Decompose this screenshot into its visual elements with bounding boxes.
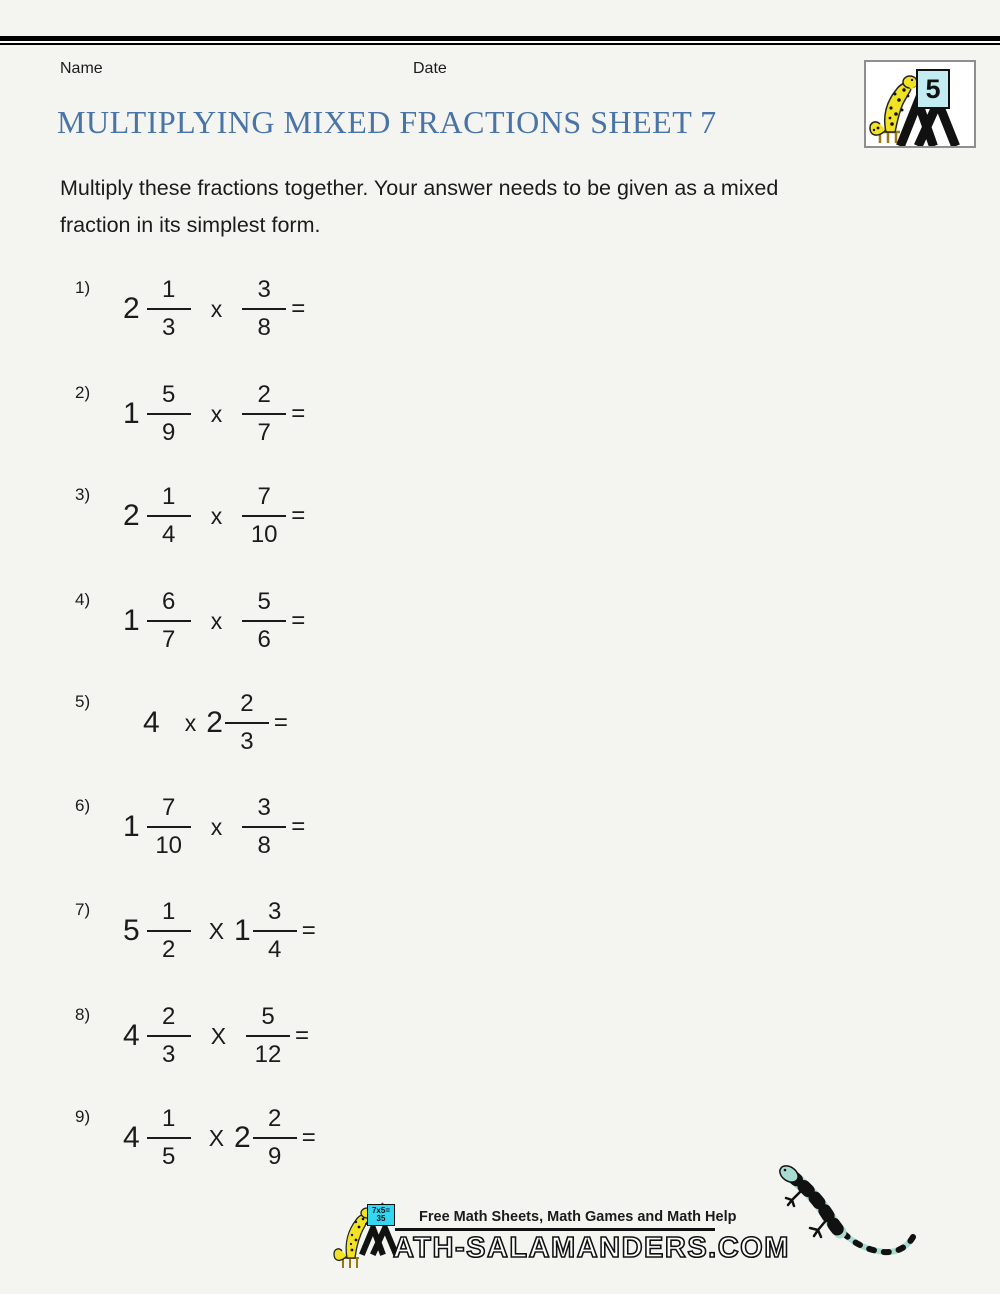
multiply-operator: x: [210, 400, 223, 427]
mixed-whole: 2: [206, 706, 223, 739]
multiply-operator: x: [210, 607, 223, 634]
problem-7: [75, 897, 316, 964]
fraction-b: $\frac{2}{9}$: [253, 1107, 297, 1170]
top-divider-rule: [0, 36, 1000, 45]
equals-sign: =: [273, 709, 288, 736]
problem-number: 1): [75, 278, 91, 297]
equals-sign: =: [291, 502, 306, 529]
multiply-operator: x: [210, 813, 223, 840]
fraction-b: $\frac{3}{4}$: [253, 900, 297, 963]
equals-sign: =: [291, 295, 306, 322]
fraction-b: $\frac{5}{12}$: [246, 1005, 290, 1068]
problem-number: 2): [75, 383, 91, 402]
fraction-a: $\frac{1}{5}$: [147, 1107, 191, 1170]
multiply-operator: X: [208, 1124, 225, 1151]
instructions-text: [60, 170, 900, 244]
problem-2: [75, 380, 306, 447]
fraction-a: $\frac{1}{2}$: [147, 900, 191, 963]
fraction-b: $\frac{5}{6}$: [242, 590, 286, 653]
mixed-whole: 1: [123, 604, 140, 637]
math-salamanders-grade-logo: [864, 60, 976, 148]
mixed-whole: 4: [123, 1121, 140, 1154]
fraction-a: $\frac{1}{3}$: [147, 278, 191, 341]
fraction-a: $\frac{1}{4}$: [147, 485, 191, 548]
mixed-whole: 2: [123, 292, 140, 325]
multiply-operator: x: [210, 502, 223, 529]
mixed-whole: 2: [123, 499, 140, 532]
mixed-whole: 5: [123, 914, 140, 947]
date-label: Date: [413, 60, 447, 77]
problem-8: [75, 1002, 310, 1069]
site-name: ATH-SALAMANDERS.COM: [393, 1232, 790, 1264]
page-title: MULTIPLYING MIXED FRACTIONS SHEET 7: [57, 104, 717, 140]
problem-5: [75, 689, 288, 756]
problem-number: 8): [75, 1005, 91, 1024]
problem-number: 5): [75, 692, 91, 711]
problem-number: 6): [75, 796, 91, 815]
problem-number: 4): [75, 590, 91, 609]
equals-sign: =: [291, 813, 306, 840]
equals-sign: =: [295, 1022, 310, 1049]
footer-tagline: Free Math Sheets, Math Games and Math Help: [419, 1209, 737, 1225]
multiply-operator: x: [210, 295, 223, 322]
instructions-line-1: Multiply these fractions together. Your answer needs to be given as a mixed: [60, 176, 779, 200]
fraction-b: $\frac{3}{8}$: [242, 278, 286, 341]
mixed-whole: 1: [123, 810, 140, 843]
lizard-image: [772, 1160, 922, 1270]
fraction-a: $\frac{2}{3}$: [147, 1005, 191, 1068]
fraction-b: $\frac{3}{8}$: [242, 796, 286, 859]
instructions-line-2: fraction in its simplest form.: [60, 213, 321, 237]
problem-number: 9): [75, 1107, 91, 1126]
fraction-b: $\frac{2}{3}$: [225, 692, 269, 755]
problem-4: [75, 587, 306, 654]
equals-sign: =: [291, 607, 306, 634]
problem-9: [75, 1104, 316, 1171]
problem-3: [75, 482, 306, 549]
equals-sign: =: [301, 917, 316, 944]
mixed-whole-b: 1: [234, 914, 251, 947]
fraction-b: $\frac{2}{7}$: [242, 383, 286, 446]
fraction-a: $\frac{5}{9}$: [147, 383, 191, 446]
equals-sign: =: [291, 400, 306, 427]
multiply-operator: x: [184, 709, 197, 736]
fraction-b: $\frac{7}{10}$: [242, 485, 286, 548]
multiply-operator: X: [208, 917, 225, 944]
grade-5-card: 5: [916, 69, 950, 109]
whole-number: 4: [143, 706, 160, 739]
mixed-whole: 4: [123, 1019, 140, 1052]
mixed-whole: 1: [123, 397, 140, 430]
multiply-operator: X: [210, 1022, 227, 1049]
problem-number: 3): [75, 485, 91, 504]
name-label: Name: [60, 60, 103, 77]
fraction-a: $\frac{6}{7}$: [147, 590, 191, 653]
footer-grade-card: 7x5= 35: [367, 1204, 395, 1226]
m-logo: [363, 1228, 395, 1252]
fraction-a: $\frac{7}{10}$: [147, 796, 191, 859]
equals-sign: =: [301, 1124, 316, 1151]
math-salamanders-footer-logo: [333, 1196, 790, 1276]
problem-1: [75, 275, 306, 342]
mixed-whole-b: 2: [234, 1121, 251, 1154]
problem-6: [75, 793, 306, 860]
problem-number: 7): [75, 900, 91, 919]
footer-rule: [395, 1228, 715, 1231]
